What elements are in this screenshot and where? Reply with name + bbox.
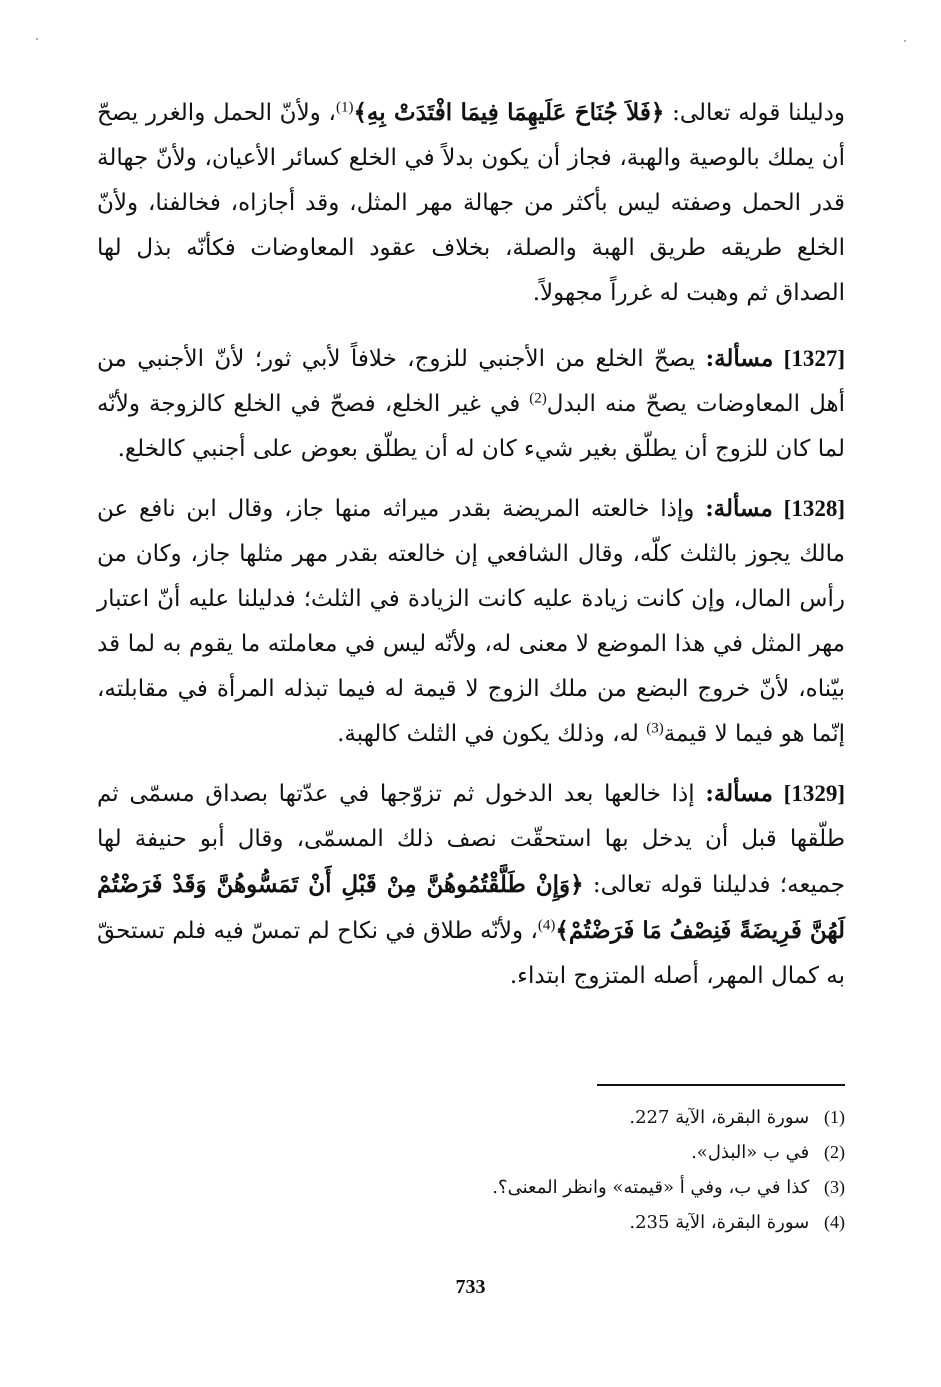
issue-text-cont: في غير الخلع، فصحّ في الخلع كالزوجة ولأنّه لما كان للزوج أن يطلّق بغير شيء كان له أن يطلّق بعوض على أجنبي كالخلع. [97, 391, 845, 462]
footnote-ref-1[interactable]: (1) [335, 99, 354, 116]
footnote-number: (1) [824, 1107, 845, 1127]
issue-number: [1329] [783, 781, 846, 806]
issue-number: [1327] [783, 346, 845, 371]
issue-text: إذا خالعها بعد الدخول ثم تزوّجها في عدّتها بصداق مسمّى ثم طلّقها قبل أن يدخل بها استحقّت نصف ذلك المسمّى، وقال أبو حنيفة لها جميعه؛ فدليلنا قوله تعالى: [97, 781, 845, 898]
footnote-text: في ب «البذل». [691, 1142, 810, 1163]
issue-1329 [97, 771, 845, 999]
scan-speck [904, 40, 906, 42]
quran-verse: ﴿وَإِنْ طَلَّقْتُمُوهُنَّ مِنْ قَبْلِ أَنْ تَمَسُّوهُنَّ وَقَدْ فَرَضْتُمْ لَهُنَّ فَرِيضَةً فَنِصْفُ مَا فَرَضْتُمْ﴾ [97, 871, 845, 944]
footnotes [97, 1100, 845, 1240]
footnote-item [97, 1100, 845, 1135]
footnote-text: كذا في ب، وفي أ «قيمته» وانظر المعنى؟. [492, 1177, 810, 1198]
footnote-item [97, 1205, 845, 1240]
issue-label: مسألة: [705, 345, 774, 372]
footnote-text: سورة البقرة، الآية 235. [629, 1212, 810, 1233]
issue-text: وإذا خالعته المريضة بقدر ميراثه منها جاز، وقال ابن نافع عن مالك يجوز بالثلث كلّه، وقال الشافعي إن خالعته بقدر مهر مثلها جاز، وكان من رأس المال، وإن كانت زيادة عليه كانت الزيادة في الثلث؛ فدليلنا عليه أنّ اعتبار مهر المثل في هذا الموضع لا معنى له، ولأنّه ليس في معاملته ما يقوم به لما قد بيّناه، لأنّ خروج البضع من ملك الزوج لا قيمة له فيما تبذله المرأة في مقابلته، إنّما هو فيما لا قيمة [97, 496, 845, 747]
footnote-separator [597, 1084, 845, 1086]
issue-label: مسألة: [705, 495, 773, 522]
issue-label: مسألة: [705, 780, 774, 807]
paragraph-evidence [97, 90, 845, 316]
scan-speck [36, 38, 38, 40]
issue-text-cont: ، ولأنّه طلاق في نكاح لم تمسّ فيه فلم تستحقّ به كمال المهر، أصله المتزوج ابتداء. [97, 918, 845, 989]
footnote-number: (4) [824, 1212, 845, 1232]
footnote-item [97, 1135, 845, 1170]
page-number: 733 [455, 1276, 486, 1298]
footnote-ref-3[interactable]: (3) [646, 720, 664, 737]
footnote-ref-2[interactable]: (2) [529, 390, 547, 407]
paragraph-evidence-intro: ودليلنا قوله تعالى: [664, 100, 845, 126]
issue-number: [1328] [783, 496, 845, 521]
quran-verse: ﴿فَلاَ جُنَاحَ عَلَيهِمَا فِيمَا افْتَدَتْ بِهِ﴾ [353, 99, 665, 126]
footnote-text: سورة البقرة، الآية 227. [629, 1107, 810, 1128]
issue-text-cont: له، وذلك يكون في الثلث كالهبة. [337, 721, 647, 747]
footnote-number: (3) [824, 1177, 845, 1197]
issue-text: يصحّ الخلع من الأجنبي للزوج، خلافاً لأبي ثور؛ لأنّ الأجنبي من أهل المعاوضات يصحّ منه البدل [97, 346, 846, 417]
paragraph-evidence-text: ، ولأنّ الحمل والغرر يصحّ أن يملك بالوصية والهبة، فجاز أن يكون بدلاً في الخلع كسائر الأعيان، ولأنّ جهالة قدر الحمل وصفته ليس بأكثر من جهالة مهر المثل، وقد أجازاه، فخالفنا، ولأنّ الخلع طريقه طريق الهبة والصلة، بخلاف عقود المعاوضات فكأنّه بذل لها الصداق ثم وهبت له غرراً مجهولاً. [97, 100, 845, 306]
footnote-ref-4[interactable]: (4) [537, 917, 556, 934]
footnote-item [97, 1170, 845, 1205]
issue-1327 [97, 336, 845, 472]
footnote-number: (2) [824, 1142, 845, 1162]
page-body [97, 90, 845, 1013]
issue-1328 [97, 486, 845, 757]
